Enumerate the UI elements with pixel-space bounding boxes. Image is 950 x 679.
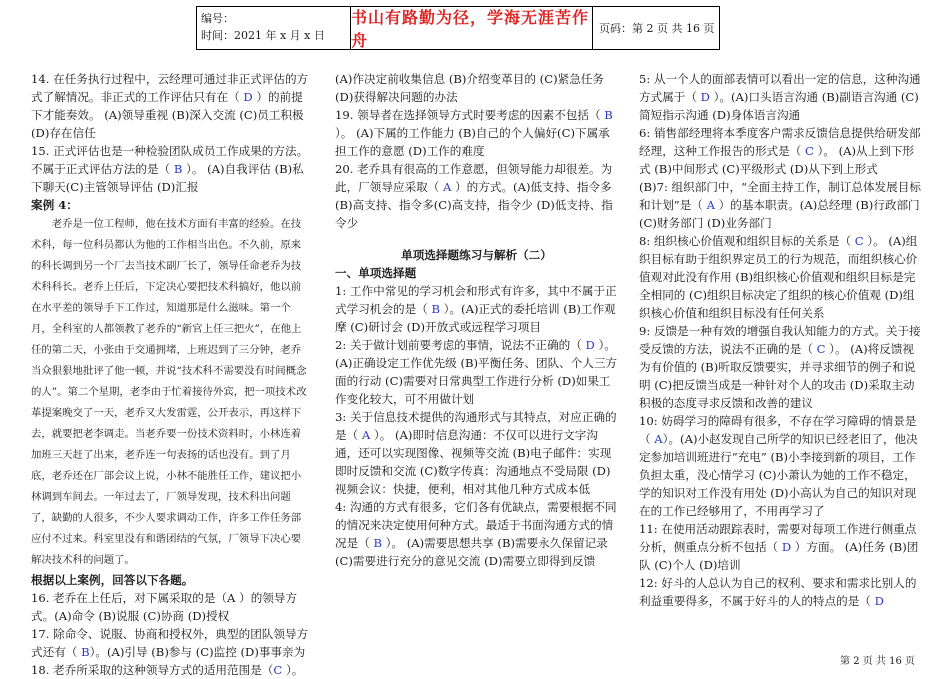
paragraph (31, 70, 310, 142)
paragraph-text: 老乔是一位工程师，他在技术方面有丰富的经验。在技术科，每一位科员都认为他的工作相当出色。不久前，原来的科长调到另一个厂去当技术副厂长了，领导任命老乔为技术科科长。老乔上任后，下定决心要把技术科搞好，他以前在水平差的领导手下工作过，知道那是什么滋味。第一个月，全科室的人都领教了老乔的“新官上任三把火”，在他上任的第二天，小张由于交通拥堵，上班迟到了三分钟，老乔当众狠狠地批评了他一顿，并说“技术科不需要没有时间概念的人”。第二个星期，老李由于忙着接待外宾，把一项技术改革提案晚交了一天，老乔又大发雷霆，公开表示，再这样下去，就要把老李调走。当老乔要一份技术资料时，小林连着加班三天赶了出来，老乔连一句表扬的话也没有。到了月底，老乔还在厂部会议上说，小林不能胜任工作，建议把小林调到车间去。一年过去了，厂领导发现，技术科出问题了，缺勤的人很多，不少人要求调动工作，许多工作任务部应付不过来。科室里没有和谐团结的气氛，厂领导下决心要解决技术科的问题了。 (31, 218, 307, 566)
paragraph (639, 70, 923, 124)
paragraph-text: 15. 正式评估也是一种检验团队成员工作成果的方法。不属于正式评估方法的是（ (31, 144, 309, 176)
header-motto: 书山有路勤为径，学海无涯苦作舟 (351, 7, 593, 49)
answer-letter: B (173, 162, 183, 176)
paragraph-text: 6: 销售部经理将本季度客户需求反馈信息提供给研发部经理，这种工作报告的形式是（ (639, 126, 921, 158)
paragraph (335, 408, 618, 498)
answer-letter: B (431, 302, 440, 316)
paragraph (31, 571, 310, 589)
paragraph-text: 20. 老乔具有很高的工作意愿，但领导能力却很差。为此，厂领导应采取（ (335, 162, 613, 194)
paragraph-text: 16. 老乔在上任后，对下属采取的是（A (31, 591, 240, 605)
paragraph-text: 5: 从一个人的面部表情可以看出一定的信息，这种沟通方式属于（ (639, 72, 921, 104)
paragraph-text-cont: ）的方式。(A)低支持、指令多 (B)高支持、指令多(C)高支持，指令少 (D)低支持、指令少 (335, 180, 613, 230)
paragraph (335, 160, 618, 232)
answer-letter: A (443, 180, 452, 194)
page-header (196, 6, 720, 50)
paragraph-text-cont: ）。(A)小赵发现自己所学的知识已经老旧了，他决定参加培训班进行“充电” (B)小李接到新的项目，工作负担太重，没心情学习 (C)小萧认为她的工作不稳定，学的知识对工作没有用处 (D)小高认为自己的知识对现在的工作已经够用了，不用再学习了 (639, 432, 918, 518)
paragraph-text: 8: 组织核心价值观和组织目标的关系是（ (639, 234, 855, 248)
paragraph (639, 178, 923, 232)
answer-letter: C (816, 342, 826, 356)
answer-letter: B (604, 108, 613, 122)
paragraph-text-cont: ）。 (A)下属的工作能力 (B)自己的个人偏好(C)下属承担工作的意愿 (D)工作的难度 (335, 126, 610, 158)
header-meta (197, 7, 351, 49)
paragraph-text: 案例 4： (31, 198, 78, 212)
paragraph (639, 124, 923, 178)
paragraph-text-cont: ）。 (A)从上到下形式 (B)中间形式 (C)平级形式 (D)从下到上形式 (639, 144, 915, 176)
paragraph-text: 10: 妨碍学习的障碍有很多，不存在学习障碍的情景是（ (639, 414, 917, 446)
answer-letter: D (874, 594, 884, 608)
paragraph-text-cont: ）。 (A)正确设定工作优先级 (B)平衡任务、团队、个人三方面的行动 (C)需要对日常典型工作进行分析 (D)如果工作变化较大，可不用做计划 (335, 338, 618, 406)
paragraph-text-cont: ）。(A)正式的委托培训 (B)工作观摩 (C)研讨会 (D)开放式或远程学习项目 (335, 302, 616, 334)
paragraph-text: 2: 关于做计划前要考虑的事情，说法不正确的（ (335, 338, 586, 352)
paragraph (335, 282, 618, 336)
paragraph-text-cont: ）。 (A)自我评估 (B)私下聊天(C)主管领导评估 (D)汇报 (31, 162, 304, 194)
paragraph-text-cont: ）。 (A)需要思想共享 (B)需要永久保留记录 (C)需要进行充分的意见交流 (D)需要立即得到反馈 (335, 536, 608, 568)
paragraph-text: 12: 好斗的人总认为自己的权利、要求和需求比别人的利益重要得多，不属于好斗的人的特点的是（ (639, 576, 917, 608)
answer-letter: C (805, 144, 814, 158)
paragraph-text: 17. 除命令、说服、协商和授权外，典型的团队领导方式还有（ (31, 627, 309, 659)
paragraph-text: (A)作决定前收集信息 (B)介绍变革目的 (C)紧急任务 (D)获得解决问题的办法 (335, 72, 604, 104)
paragraph-text-cont: ）的领导方式。(A)命令 (B)说服 (C)协商 (D)授权 (31, 591, 298, 623)
paragraph-text: 一、单项选择题 (335, 266, 417, 280)
paragraph (335, 106, 618, 160)
paragraph (335, 264, 618, 282)
answer-letter: D (781, 540, 792, 554)
paragraph-text-cont: ）。 (A)将反馈视为有价值的 (B)听取反馈要实，并寻求细节的例子和说明 (C)把反馈当成是一种针对个人的攻击 (D)采取主动积极的态度寻求反馈和改善的建议 (639, 342, 916, 410)
paragraph-text-cont: ）。 (A)组织目标有助于组织界定员工的行为规范，而组织核心价值观对此没有作用 (B)组织核心价值观和组织目标是完全相同的 (C)组织目标决定了组织的核心价值观 (D)组织核心价值和组织目标没有任何关系 (639, 234, 918, 320)
paragraph-text: 3: 关于信息技术提供的沟通形式与其特点，对应正确的是（ (335, 410, 617, 442)
paragraph-text: (B)7: 组织部门中，“全面主持工作，制订总体发展目标和计划”是（ (639, 180, 921, 212)
answer-letter: D (585, 338, 595, 352)
answer-letter: D (243, 90, 253, 104)
header-page-info: 页码：第 2 页 共 16 页 (599, 22, 715, 35)
paragraph (31, 196, 310, 214)
column-left (31, 70, 310, 679)
paragraph (639, 574, 923, 610)
paragraph-text: 4: 沟通的方式有很多，它们各有优缺点，需要根据不同的情况来决定使用何种方式。最适于书面沟通方式的情况是（ (335, 500, 617, 550)
paragraph (639, 520, 923, 574)
answer-letter: C (854, 234, 864, 248)
paragraph-text-cont: ）。 (A)即时信息沟通：不仅可以进行文字沟通，还可以实现图像、视频等交流 (B)电子邮件：实现即时反馈和交流 (C)数字传真：沟通地点不受局限 (D)视频会议：快捷，便利，相对其他几种方式成本低 (335, 428, 612, 496)
paragraph-text: 14. 在任务执行过程中，云经理可通过非正式评估的方式了解情况。非正式的工作评估只有在（ (31, 72, 309, 104)
paragraph-text: 单项选择题练习与解析（二） (401, 248, 552, 262)
paragraph-text: 11: 在使用活动跟踪表时，需要对每项工作进行侧重点分析，侧重点分析不包括（ (639, 522, 917, 554)
paragraph (335, 498, 618, 570)
paragraph (31, 625, 310, 661)
column-right (639, 70, 923, 610)
paragraph-text: 9: 反馈是一种有效的增强自我认知能力的方式。关于接受反馈的方法，说法不正确的是（ (639, 324, 921, 356)
answer-letter: D (700, 90, 710, 104)
paragraph (639, 412, 923, 520)
paragraph (639, 232, 923, 322)
answer-letter: C (273, 663, 283, 677)
paragraph (31, 661, 310, 679)
paragraph (31, 142, 310, 196)
paragraph-text: 19. 领导者在选择领导方式时要考虑的因素不包括（ (335, 108, 605, 122)
paragraph (31, 589, 310, 625)
answer-letter: A (706, 198, 715, 212)
paragraph-text-cont: ）的前提下才能奏效。 (A)领导重视 (B)深入交流 (C)员工积极 (D)存在信任 (31, 90, 304, 140)
paragraph (335, 336, 618, 408)
paragraph-text: 1: 工作中常见的学习机会和形式有许多，其中不属于正式学习机会的是（ (335, 284, 617, 316)
paragraph (31, 214, 310, 571)
page-footer: 第 2 页 共 16 页 (840, 656, 915, 667)
number-label: 编号： (201, 12, 234, 25)
paragraph (639, 322, 923, 412)
answer-letter: B (373, 536, 382, 550)
answer-letter: B (81, 645, 90, 659)
paragraph-text-cont: ）的基本职责。(A)总经理 (B)行政部门 (C)财务部门 (D)业务部门 (639, 198, 920, 230)
column-middle (335, 70, 618, 570)
paragraph (335, 246, 618, 264)
answer-letter: A (361, 428, 371, 442)
paragraph-text-cont: ）。(A)口头语言沟通 (B)副语言沟通 (C)简短指示沟通 (D)身体语言沟通 (639, 90, 919, 122)
paragraph-text: 根据以上案例，回答以下各题。 (31, 573, 194, 587)
time-label: 时间：2021 年 x 月 x 日 (201, 29, 325, 42)
paragraph-text: 18. 老乔所采取的这种领导方式的适用范围是（ (31, 663, 274, 677)
answer-letter: A (654, 432, 663, 446)
paragraph-text-cont: ）方面。 (A)任务 (B)团队 (C)个人 (D)培训 (639, 540, 919, 572)
paragraph (335, 70, 618, 106)
paragraph-text-cont: ）。(A)引导 (B)参与 (C)监控 (D)事事亲为 (89, 645, 306, 659)
paragraph-text-cont: ）。 (282, 663, 304, 677)
